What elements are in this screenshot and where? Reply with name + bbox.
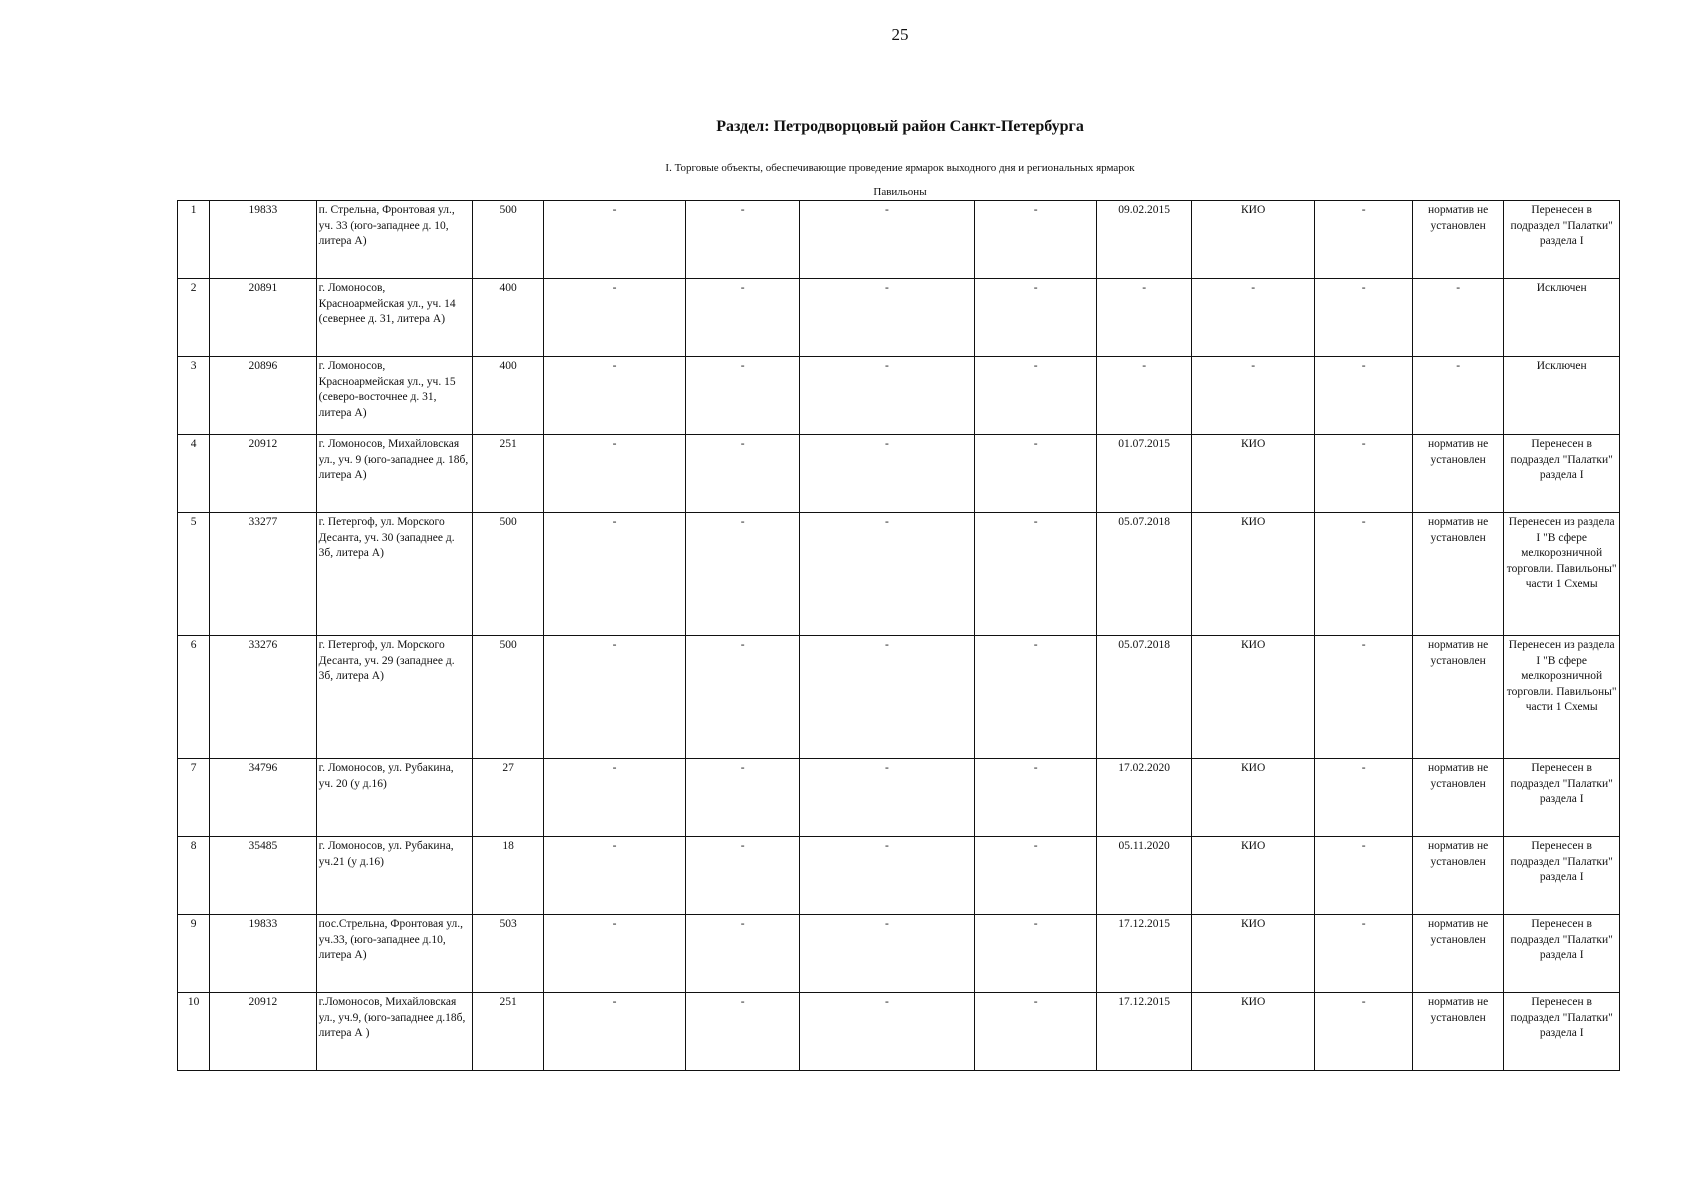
address-cell: г. Ломоносов, Красноармейская ул., уч. 14 (севернее д. 31, литера А) (316, 279, 473, 357)
column-8-cell: - (974, 636, 1097, 759)
column-6-cell: - (686, 513, 800, 636)
table-row (178, 915, 1620, 993)
column-5-cell: - (543, 279, 686, 357)
address-cell: г. Петергоф, ул. Морского Десанта, уч. 30 (западнее д. 3б, литера А) (316, 513, 473, 636)
column-6-cell: - (686, 837, 800, 915)
row-number-cell: 9 (178, 915, 210, 993)
column-6-cell: - (686, 993, 800, 1071)
date-cell: - (1097, 357, 1191, 435)
column-5-cell: - (543, 636, 686, 759)
area-cell: 500 (473, 201, 543, 279)
column-11-cell: - (1315, 279, 1412, 357)
column-11-cell: - (1315, 993, 1412, 1071)
subsection-title: I. Торговые объекты, обеспечивающие проведение ярмарок выходного дня и региональных ярмарок (665, 162, 1135, 174)
norm-cell: норматив не установлен (1412, 915, 1503, 993)
area-cell: 27 (473, 759, 543, 837)
area-cell: 400 (473, 357, 543, 435)
column-8-cell: - (974, 993, 1097, 1071)
row-number-cell: 4 (178, 435, 210, 513)
column-11-cell: - (1315, 636, 1412, 759)
column-6-cell: - (686, 915, 800, 993)
norm-cell: норматив не установлен (1412, 759, 1503, 837)
object-id-cell: 20891 (210, 279, 317, 357)
area-cell: 500 (473, 636, 543, 759)
object-id-cell: 19833 (210, 201, 317, 279)
table-row (178, 435, 1620, 513)
column-7-cell: - (799, 357, 974, 435)
norm-cell: - (1412, 357, 1503, 435)
organization-cell: КИО (1191, 915, 1315, 993)
area-cell: 251 (473, 993, 543, 1071)
object-id-cell: 20896 (210, 357, 317, 435)
object-id-cell: 35485 (210, 837, 317, 915)
organization-cell: - (1191, 357, 1315, 435)
organization-cell: КИО (1191, 435, 1315, 513)
column-11-cell: - (1315, 837, 1412, 915)
norm-cell: норматив не установлен (1412, 513, 1503, 636)
column-8-cell: - (974, 837, 1097, 915)
column-6-cell: - (686, 279, 800, 357)
date-cell: 09.02.2015 (1097, 201, 1191, 279)
column-7-cell: - (799, 759, 974, 837)
column-11-cell: - (1315, 513, 1412, 636)
column-11-cell: - (1315, 201, 1412, 279)
column-8-cell: - (974, 357, 1097, 435)
column-5-cell: - (543, 837, 686, 915)
object-id-cell: 34796 (210, 759, 317, 837)
date-cell: 05.11.2020 (1097, 837, 1191, 915)
column-7-cell: - (799, 636, 974, 759)
column-7-cell: - (799, 279, 974, 357)
table-row (178, 837, 1620, 915)
table-row (178, 513, 1620, 636)
column-5-cell: - (543, 915, 686, 993)
column-11-cell: - (1315, 915, 1412, 993)
organization-cell: КИО (1191, 201, 1315, 279)
column-7-cell: - (799, 513, 974, 636)
table-row (178, 279, 1620, 357)
address-cell: г. Петергоф, ул. Морского Десанта, уч. 29 (западнее д. 3б, литера А) (316, 636, 473, 759)
column-5-cell: - (543, 993, 686, 1071)
address-cell: г.Ломоносов, Михайловская ул., уч.9, (юго-западнее д.18б, литера А ) (316, 993, 473, 1071)
column-8-cell: - (974, 201, 1097, 279)
norm-cell: норматив не установлен (1412, 201, 1503, 279)
row-number-cell: 6 (178, 636, 210, 759)
address-cell: пос.Стрельна, Фронтовая ул., уч.33, (юго-западнее д.10, литера А) (316, 915, 473, 993)
note-cell: Перенесен в подраздел "Палатки" раздела I (1504, 837, 1620, 915)
row-number-cell: 10 (178, 993, 210, 1071)
column-8-cell: - (974, 513, 1097, 636)
note-cell: Исключен (1504, 279, 1620, 357)
page-number: 25 (891, 25, 909, 44)
address-cell: г. Ломоносов, ул. Рубакина, уч.21 (у д.16) (316, 837, 473, 915)
row-number-cell: 3 (178, 357, 210, 435)
column-5-cell: - (543, 201, 686, 279)
date-cell: 01.07.2015 (1097, 435, 1191, 513)
row-number-cell: 5 (178, 513, 210, 636)
column-6-cell: - (686, 201, 800, 279)
area-cell: 503 (473, 915, 543, 993)
area-cell: 18 (473, 837, 543, 915)
note-cell: Перенесен в подраздел "Палатки" раздела I (1504, 915, 1620, 993)
column-8-cell: - (974, 435, 1097, 513)
column-11-cell: - (1315, 357, 1412, 435)
date-cell: 05.07.2018 (1097, 513, 1191, 636)
table-row (178, 759, 1620, 837)
organization-cell: КИО (1191, 993, 1315, 1071)
column-5-cell: - (543, 759, 686, 837)
organization-cell: КИО (1191, 837, 1315, 915)
column-7-cell: - (799, 837, 974, 915)
object-id-cell: 20912 (210, 435, 317, 513)
area-cell: 400 (473, 279, 543, 357)
object-id-cell: 33277 (210, 513, 317, 636)
column-8-cell: - (974, 759, 1097, 837)
area-cell: 500 (473, 513, 543, 636)
table-row (178, 636, 1620, 759)
column-6-cell: - (686, 435, 800, 513)
area-cell: 251 (473, 435, 543, 513)
address-cell: г. Ломоносов, ул. Рубакина, уч. 20 (у д.16) (316, 759, 473, 837)
address-cell: г. Ломоносов, Михайловская ул., уч. 9 (юго-западнее д. 18б, литера А) (316, 435, 473, 513)
row-number-cell: 8 (178, 837, 210, 915)
date-cell: 05.07.2018 (1097, 636, 1191, 759)
column-5-cell: - (543, 357, 686, 435)
column-11-cell: - (1315, 435, 1412, 513)
column-7-cell: - (799, 993, 974, 1071)
table-row (178, 201, 1620, 279)
table-row (178, 357, 1620, 435)
column-11-cell: - (1315, 759, 1412, 837)
column-7-cell: - (799, 201, 974, 279)
column-6-cell: - (686, 357, 800, 435)
norm-cell: норматив не установлен (1412, 435, 1503, 513)
date-cell: 17.02.2020 (1097, 759, 1191, 837)
row-number-cell: 2 (178, 279, 210, 357)
note-cell: Перенесен в подраздел "Палатки" раздела I (1504, 759, 1620, 837)
column-8-cell: - (974, 279, 1097, 357)
note-cell: Перенесен из раздела I "В сфере мелкорозничной торговли. Павильоны" части 1 Схемы (1504, 513, 1620, 636)
row-number-cell: 1 (178, 201, 210, 279)
table-row (178, 993, 1620, 1071)
norm-cell: норматив не установлен (1412, 837, 1503, 915)
date-cell: 17.12.2015 (1097, 993, 1191, 1071)
organization-cell: КИО (1191, 759, 1315, 837)
column-6-cell: - (686, 759, 800, 837)
object-id-cell: 20912 (210, 993, 317, 1071)
organization-cell: КИО (1191, 636, 1315, 759)
date-cell: 17.12.2015 (1097, 915, 1191, 993)
norm-cell: - (1412, 279, 1503, 357)
row-number-cell: 7 (178, 759, 210, 837)
column-7-cell: - (799, 915, 974, 993)
column-6-cell: - (686, 636, 800, 759)
note-cell: Перенесен в подраздел "Палатки" раздела I (1504, 993, 1620, 1071)
object-id-cell: 19833 (210, 915, 317, 993)
column-7-cell: - (799, 435, 974, 513)
objects-table (177, 200, 1620, 1071)
subsection-subtitle: Павильоны (873, 186, 927, 198)
note-cell: Перенесен из раздела I "В сфере мелкорозничной торговли. Павильоны" части 1 Схемы (1504, 636, 1620, 759)
organization-cell: - (1191, 279, 1315, 357)
table-body (178, 201, 1620, 1071)
note-cell: Перенесен в подраздел "Палатки" раздела I (1504, 201, 1620, 279)
object-id-cell: 33276 (210, 636, 317, 759)
organization-cell: КИО (1191, 513, 1315, 636)
date-cell: - (1097, 279, 1191, 357)
column-5-cell: - (543, 435, 686, 513)
note-cell: Исключен (1504, 357, 1620, 435)
column-5-cell: - (543, 513, 686, 636)
norm-cell: норматив не установлен (1412, 636, 1503, 759)
column-8-cell: - (974, 915, 1097, 993)
section-title: Раздел: Петродворцовый район Санкт-Петербурга (716, 118, 1084, 135)
norm-cell: норматив не установлен (1412, 993, 1503, 1071)
address-cell: п. Стрельна, Фронтовая ул., уч. 33 (юго-западнее д. 10, литера А) (316, 201, 473, 279)
note-cell: Перенесен в подраздел "Палатки" раздела I (1504, 435, 1620, 513)
address-cell: г. Ломоносов, Красноармейская ул., уч. 15 (северо-восточнее д. 31, литера А) (316, 357, 473, 435)
